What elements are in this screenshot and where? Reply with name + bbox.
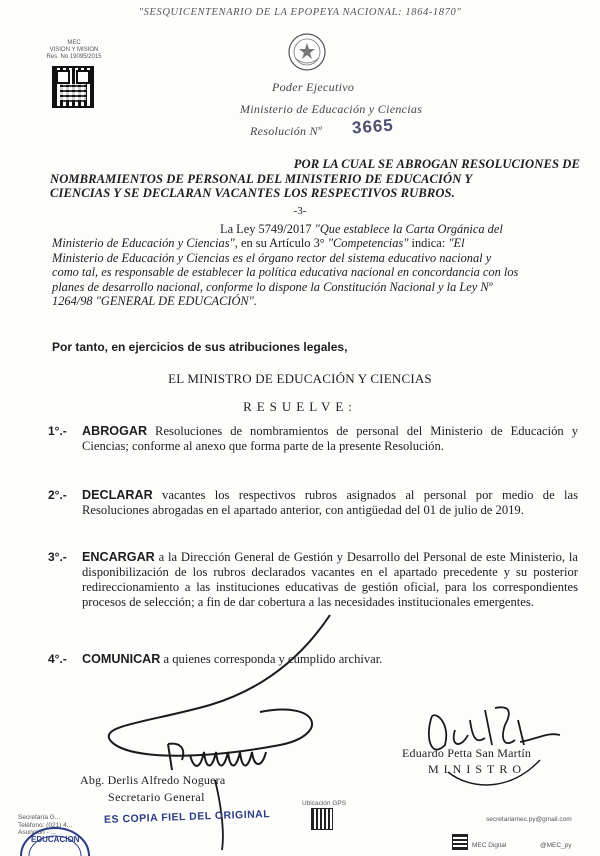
exec-line-3: Resolución Nº xyxy=(250,124,322,138)
signatory-left-name: Abg. Derlis Alfredo Noguera xyxy=(80,773,226,787)
footer-left-line-3: Asunción - ... xyxy=(18,829,56,836)
minister-heading: EL MINISTRO DE EDUCACIÓN Y CIENCIAS xyxy=(168,371,432,386)
item-verb: DECLARAR xyxy=(82,488,153,502)
law-competencias: "Competencias" xyxy=(327,236,409,251)
footer-left-line-2: Teléfono: (021) 4... xyxy=(18,821,73,829)
law-quote-line-3: planes de desarrollo nacional, conforme lo dispone la Constitución Nacional y la Ley Nº xyxy=(52,279,493,294)
footer-right-email: secretariamec.py@gmail.com xyxy=(486,816,572,823)
signature-right xyxy=(429,707,560,749)
law-title-a: "Que establece la Carta Orgánica del xyxy=(314,222,503,236)
footer-right-handle: @MEC_py xyxy=(540,842,572,849)
item-number: 4°.- xyxy=(48,652,67,666)
qr-label-3: Res. No 19095/2015 xyxy=(46,54,102,60)
law-quote-line-1: Ministerio de Educación y Ciencias es el órgano rector del sistema educativo nacional y xyxy=(52,250,492,265)
qr-label-1: MEC xyxy=(67,40,81,46)
page-number: -3- xyxy=(293,205,307,217)
signature-left-strokes xyxy=(168,744,266,770)
law-quote-start: "El xyxy=(448,236,465,251)
stamp-seal-text: EDUCACION xyxy=(31,835,80,844)
mec-digital-qr-icon xyxy=(452,834,468,850)
signatory-right-name: Eduardo Petta San Martín xyxy=(402,746,532,760)
title-line-1: POR LA CUAL SE ABROGAN RESOLUCIONES DE xyxy=(293,157,580,171)
item-number: 3°.- xyxy=(48,550,67,564)
footer-left-line-1: Secretaría G... xyxy=(18,814,61,821)
footer-right-mec-digital: MEC Digital xyxy=(472,842,507,849)
law-quote-line-4: 1264/98 "GENERAL DE EDUCACIÓN". xyxy=(52,294,257,309)
item-verb: ENCARGAR xyxy=(82,550,155,564)
copy-stamp: ES COPIA FIEL DEL ORIGINAL xyxy=(103,808,271,826)
item-verb: ABROGAR xyxy=(82,424,148,438)
item-number: 2°.- xyxy=(48,488,67,502)
law-quote-line-2: como tal, es responsable de establecer la política educativa nacional en concordancia con los xyxy=(52,265,519,280)
gps-qr-icon xyxy=(311,808,333,830)
stamp-seal-icon xyxy=(18,820,92,856)
header-motto: "SESQUICENTENARIO DE LA EPOPEYA NACIONAL: 1864-1870" xyxy=(138,7,462,18)
title-line-2: NOMBRAMIENTOS DE PERSONAL DEL MINISTERIO DE EDUCACIÓN Y xyxy=(50,171,473,186)
law-title-b: Ministerio de Educación y Ciencias" xyxy=(52,236,235,251)
item-text: Resoluciones de nombramientos de personal del Ministerio de Educación y Ciencias; conforme al anexo que forma parte de la presente Resolución. xyxy=(82,424,578,453)
signature-left-loop xyxy=(109,615,330,756)
item-text: a la Dirección General de Gestión y Desarrollo del Personal de este Ministerio, la disponibilización de los rubros declarados vacantes en el apartado precedente y su posterior redireccionamiento a las instituciones educativas de gestión oficial, para los correspondientes procesos de selección; a fin de dar cobertura a las necesidades institucionales emergentes. xyxy=(82,550,578,609)
por-tanto: Por tanto, en ejercicios de sus atribuciones legales, xyxy=(52,340,348,354)
footer-center: Ubicación GPS xyxy=(302,800,347,807)
resolution-number: 3665 xyxy=(351,115,395,138)
resuelve-heading: RESUELVE: xyxy=(243,399,357,414)
item-verb: COMUNICAR xyxy=(82,652,161,666)
item-text: a quienes corresponda y cumplido archivar. xyxy=(160,652,383,666)
qr-label-2: VISION Y MISION xyxy=(49,47,99,53)
law-article: , en su Artículo 3° xyxy=(234,236,328,251)
law-citation: La Ley 5749/2017 xyxy=(220,222,315,236)
exec-line-1: Poder Ejecutivo xyxy=(272,80,355,94)
signatory-right-role: MINISTRO xyxy=(428,762,527,776)
item-number: 1°.- xyxy=(48,424,67,438)
exec-line-2: Ministerio de Educación y Ciencias xyxy=(240,102,423,116)
signatory-left-role: Secretario General xyxy=(108,790,205,804)
item-text: vacantes los respectivos rubros asignados al personal por medio de las Resoluciones abrogadas en el apartado anterior, con antigüedad del 01 de julio de 2019. xyxy=(82,488,578,517)
law-indica: indica: xyxy=(408,236,449,251)
title-line-3: CIENCIAS Y SE DECLARAN VACANTES LOS RESPECTIVOS RUBROS. xyxy=(50,186,455,200)
